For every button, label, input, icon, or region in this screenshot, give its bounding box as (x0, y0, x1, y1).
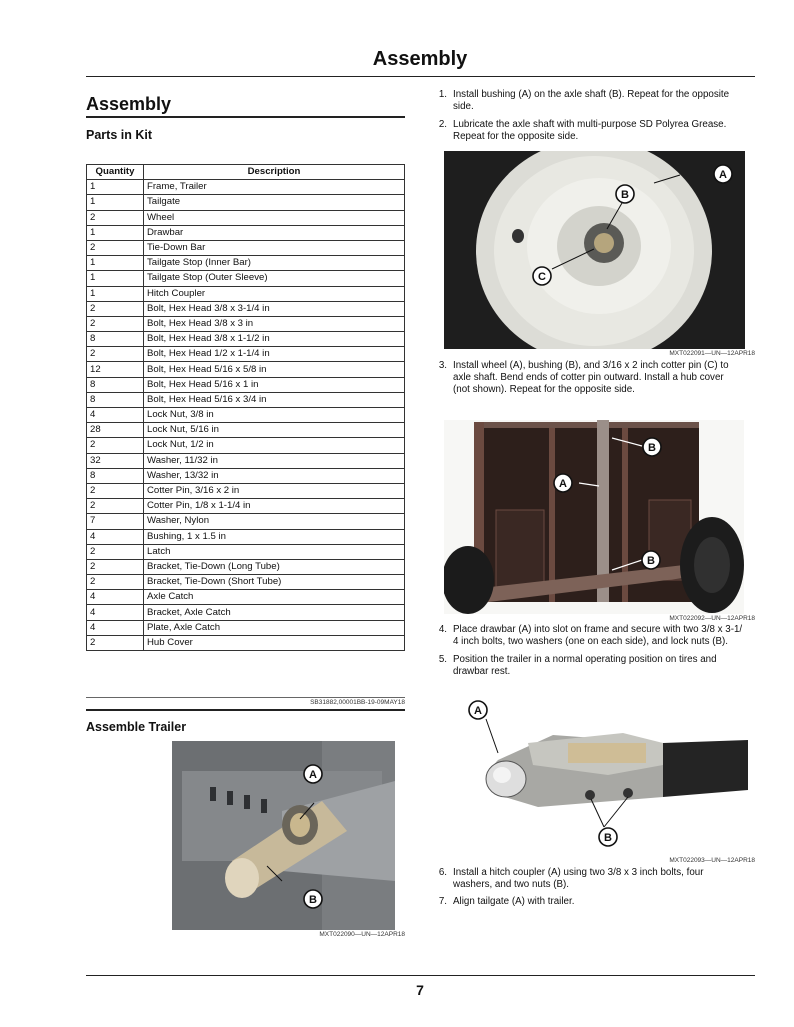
frame-callout-b-bottom (642, 551, 660, 569)
description-cell: Bolt, Hex Head 3/8 x 3 in (144, 316, 405, 331)
frame-callout-a-label: A (559, 478, 567, 490)
table-row (87, 453, 405, 468)
table-row (87, 514, 405, 529)
figure-axle-bushing (172, 741, 395, 930)
hitch-callout-b-label: B (604, 832, 612, 844)
description-cell: Bolt, Hex Head 5/16 x 1 in (144, 377, 405, 392)
quantity-cell: 1 (87, 286, 144, 301)
table-row (87, 332, 405, 347)
quantity-cell: 28 (87, 423, 144, 438)
quantity-cell: 2 (87, 559, 144, 574)
quantity-cell: 2 (87, 499, 144, 514)
description-cell: Washer, 11/32 in (144, 453, 405, 468)
description-cell: Bolt, Hex Head 5/16 x 5/8 in (144, 362, 405, 377)
table-row (87, 240, 405, 255)
frame-callout-b-top (643, 438, 661, 456)
quantity-cell: 12 (87, 362, 144, 377)
table-row (87, 195, 405, 210)
wheel-callout-a-label: A (719, 169, 727, 181)
table-row (87, 620, 405, 635)
quantity-cell: 2 (87, 240, 144, 255)
quantity-cell: 8 (87, 468, 144, 483)
wheel-callout-b (616, 185, 634, 203)
table-row (87, 468, 405, 483)
description-cell: Hitch Coupler (144, 286, 405, 301)
step-2-number: 2. (438, 119, 447, 130)
hitch-callout-a-label: A (474, 705, 482, 717)
frame-callout-a (554, 474, 572, 492)
figure-hitch-coupler (458, 695, 748, 857)
description-cell: Plate, Axle Catch (144, 620, 405, 635)
table-row (87, 256, 405, 271)
fig3-ref: MXT022092—UN—12APR18 (669, 615, 755, 622)
table-row (87, 377, 405, 392)
callout-b-label: B (309, 894, 317, 906)
figure-drawbar-frame (444, 420, 744, 614)
quantity-cell: 2 (87, 483, 144, 498)
quantity-cell: 2 (87, 544, 144, 559)
table-row (87, 392, 405, 407)
assemble-rule (86, 709, 405, 711)
step-3 (433, 360, 755, 398)
table-row (87, 575, 405, 590)
table-row (87, 286, 405, 301)
quantity-cell: 8 (87, 332, 144, 347)
description-cell: Hub Cover (144, 635, 405, 650)
parts-table-body (87, 180, 405, 651)
table-row (87, 408, 405, 423)
description-cell: Bolt, Hex Head 5/16 x 3/4 in (144, 392, 405, 407)
step-4 (433, 624, 755, 650)
description-cell: Lock Nut, 1/2 in (144, 438, 405, 453)
wheel-callout-c-label: C (538, 271, 546, 283)
frame-callout-b-bottom-label: B (647, 555, 655, 567)
description-cell: Tailgate Stop (Inner Bar) (144, 256, 405, 271)
description-cell: Cotter Pin, 1/8 x 1-1/4 in (144, 499, 405, 514)
description-cell: Wheel (144, 210, 405, 225)
table-ref-code: SB31882,00001BB-19-09MAY18 (310, 699, 405, 706)
description-cell: Washer, Nylon (144, 514, 405, 529)
page-number: 7 (416, 982, 424, 998)
quantity-cell: 1 (87, 195, 144, 210)
table-row (87, 605, 405, 620)
step-2 (433, 119, 755, 145)
description-cell: Tie-Down Bar (144, 240, 405, 255)
quantity-cell: 4 (87, 605, 144, 620)
table-row (87, 210, 405, 225)
step-1-line-1: Install bushing (A) on the axle shaft (B). Repeat for the opposite (453, 89, 730, 100)
fig4-ref: MXT022093—UN—12APR18 (669, 857, 755, 864)
step-5-number: 5. (438, 654, 447, 665)
quantity-cell: 2 (87, 438, 144, 453)
table-row (87, 529, 405, 544)
table-row (87, 635, 405, 650)
description-cell: Lock Nut, 5/16 in (144, 423, 405, 438)
step-2-line-2: Repeat for the opposite side. (453, 131, 579, 142)
description-cell: Bracket, Tie-Down (Long Tube) (144, 559, 405, 574)
step-3-number: 3. (438, 360, 447, 371)
step-7-number: 7. (438, 896, 447, 907)
col-header-quantity: Quantity (87, 165, 144, 180)
step-4-number: 4. (438, 624, 447, 635)
assemble-heading: Assemble Trailer (86, 720, 187, 734)
quantity-cell: 2 (87, 210, 144, 225)
hitch-callout-b (599, 828, 617, 846)
section-title-rule (86, 116, 405, 118)
description-cell: Frame, Trailer (144, 180, 405, 195)
quantity-cell: 8 (87, 377, 144, 392)
callout-b (304, 890, 322, 908)
quantity-cell: 8 (87, 392, 144, 407)
table-row (87, 301, 405, 316)
table-row (87, 499, 405, 514)
callout-a-label: A (309, 769, 317, 781)
step-2-line-1: Lubricate the axle shaft with multi-purpose SD Polyrea Grease. (453, 119, 727, 130)
step-5-line-1: Position the trailer in a normal operating position on tires and (453, 654, 717, 665)
quantity-cell: 4 (87, 529, 144, 544)
table-row (87, 180, 405, 195)
frame-callout-b-top-label: B (648, 442, 656, 454)
description-cell: Bracket, Axle Catch (144, 605, 405, 620)
table-row (87, 423, 405, 438)
figure-wheel (444, 151, 745, 349)
description-cell: Lock Nut, 3/8 in (144, 408, 405, 423)
header-rule (86, 76, 755, 77)
fig1-ref: MXT022090—UN—12APR18 (319, 931, 405, 938)
step-3-line-1: Install wheel (A), bushing (B), and 3/16 x 2 inch cotter pin (C) to (453, 360, 729, 371)
quantity-cell: 2 (87, 635, 144, 650)
step-4-line-2: 4 inch bolts, two washers (one on each side), and lock nuts (B). (453, 636, 728, 647)
table-row (87, 362, 405, 377)
description-cell: Axle Catch (144, 590, 405, 605)
description-cell: Tailgate (144, 195, 405, 210)
step-1 (433, 89, 755, 115)
table-row (87, 438, 405, 453)
section-title: Assembly (86, 94, 172, 114)
callout-a (304, 765, 322, 783)
quantity-cell: 2 (87, 347, 144, 362)
table-row (87, 559, 405, 574)
step-6-number: 6. (438, 867, 447, 878)
table-row (87, 347, 405, 362)
table-row (87, 590, 405, 605)
quantity-cell: 1 (87, 256, 144, 271)
quantity-cell: 4 (87, 620, 144, 635)
table-row (87, 225, 405, 240)
quantity-cell: 2 (87, 301, 144, 316)
step-3-line-2: axle shaft. Bend ends of cotter pin outward. Install a hub cover (453, 372, 724, 383)
quantity-cell: 7 (87, 514, 144, 529)
hitch-callout-a (469, 701, 487, 719)
quantity-cell: 4 (87, 408, 144, 423)
table-header-row (87, 165, 405, 180)
step-1-line-2: side. (453, 101, 474, 112)
step-6 (433, 867, 755, 893)
step-6-line-2: washers, and two nuts (B). (453, 879, 569, 890)
col-header-description: Description (144, 165, 405, 180)
step-5-line-2: drawbar rest. (453, 666, 511, 677)
table-row (87, 544, 405, 559)
parts-table (86, 164, 405, 651)
table-row (87, 316, 405, 331)
step-7-line-1: Align tailgate (A) with trailer. (453, 896, 575, 907)
step-3-line-3: (not shown). Repeat for the opposite side. (453, 384, 635, 395)
description-cell: Bolt, Hex Head 3/8 x 3-1/4 in (144, 301, 405, 316)
quantity-cell: 32 (87, 453, 144, 468)
quantity-cell: 2 (87, 316, 144, 331)
quantity-cell: 2 (87, 575, 144, 590)
description-cell: Bracket, Tie-Down (Short Tube) (144, 575, 405, 590)
description-cell: Bolt, Hex Head 3/8 x 1-1/2 in (144, 332, 405, 347)
parts-heading: Parts in Kit (86, 128, 152, 142)
footer-rule (86, 975, 755, 976)
description-cell: Bushing, 1 x 1.5 in (144, 529, 405, 544)
step-1-number: 1. (438, 89, 447, 100)
table-bottom-rule (86, 697, 405, 698)
description-cell: Tailgate Stop (Outer Sleeve) (144, 271, 405, 286)
wheel-callout-a (714, 165, 732, 183)
step-6-line-1: Install a hitch coupler (A) using two 3/8 x 3 inch bolts, four (453, 867, 704, 878)
table-row (87, 271, 405, 286)
description-cell: Latch (144, 544, 405, 559)
step-4-line-1: Place drawbar (A) into slot on frame and secure with two 3/8 x 3-1/ (453, 624, 743, 635)
step-5 (433, 654, 755, 680)
wheel-callout-c (533, 267, 551, 285)
quantity-cell: 4 (87, 590, 144, 605)
page-header-title: Assembly (372, 48, 468, 70)
description-cell: Washer, 13/32 in (144, 468, 405, 483)
description-cell: Bolt, Hex Head 1/2 x 1-1/4 in (144, 347, 405, 362)
wheel-callout-b-label: B (621, 189, 629, 201)
step-7 (433, 896, 755, 910)
description-cell: Drawbar (144, 225, 405, 240)
quantity-cell: 1 (87, 271, 144, 286)
fig2-ref: MXT022091—UN—12APR18 (669, 350, 755, 357)
quantity-cell: 1 (87, 180, 144, 195)
quantity-cell: 1 (87, 225, 144, 240)
description-cell: Cotter Pin, 3/16 x 2 in (144, 483, 405, 498)
table-row (87, 483, 405, 498)
